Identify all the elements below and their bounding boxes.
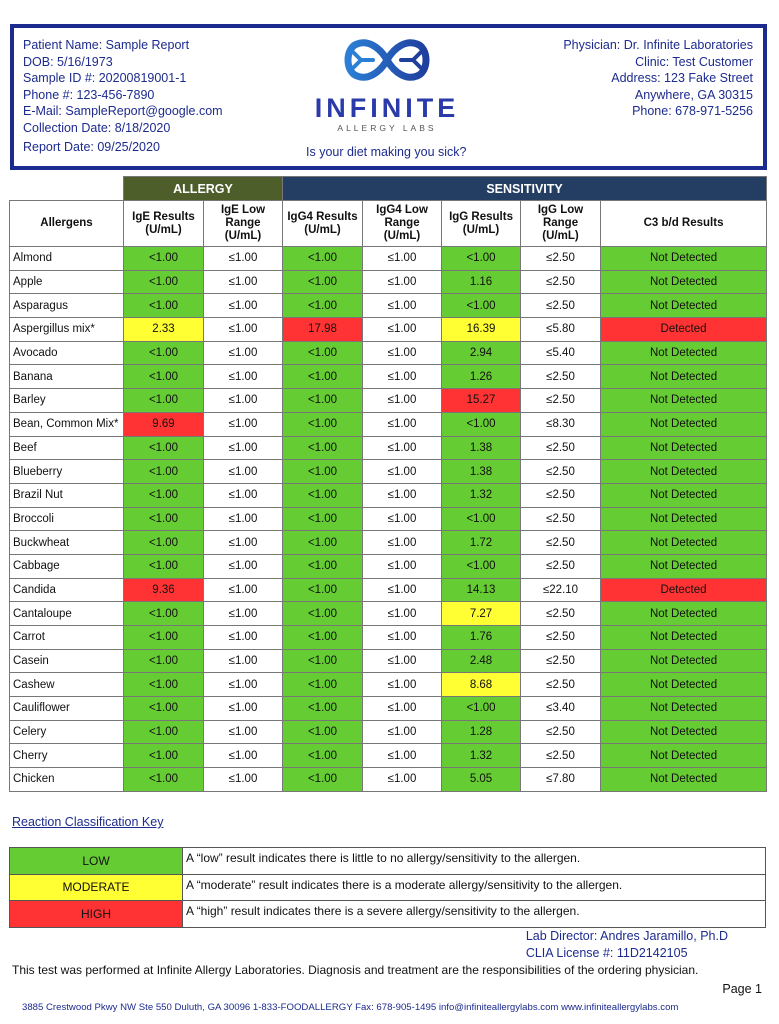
- c3-result: Not Detected: [601, 744, 767, 768]
- igg-result: 15.27: [442, 389, 521, 413]
- c3-result: Not Detected: [601, 554, 767, 578]
- igg-result: <1.00: [442, 294, 521, 318]
- igg-low-range: ≤2.50: [521, 507, 601, 531]
- igg4-low-range: ≤1.00: [363, 744, 442, 768]
- table-row: [10, 578, 767, 602]
- table-row: [10, 460, 767, 484]
- igg4-result: <1.00: [283, 294, 363, 318]
- allergen-name: Beef: [10, 436, 124, 460]
- igg4-result: <1.00: [283, 697, 363, 721]
- igg-low-range: ≤3.40: [521, 697, 601, 721]
- igg-low-range: ≤2.50: [521, 389, 601, 413]
- ige-low-range: ≤1.00: [204, 436, 283, 460]
- ige-low-range: ≤1.00: [204, 389, 283, 413]
- igg4-low-range: ≤1.00: [363, 578, 442, 602]
- allergen-name: Blueberry: [10, 460, 124, 484]
- igg-result: 2.94: [442, 341, 521, 365]
- ige-low-range: ≤1.00: [204, 697, 283, 721]
- table-row: [10, 247, 767, 271]
- igg-result: 8.68: [442, 673, 521, 697]
- igg4-low-range: ≤1.00: [363, 412, 442, 436]
- key-level: MODERATE: [10, 874, 183, 901]
- igg4-result: <1.00: [283, 460, 363, 484]
- igg4-low-range: ≤1.00: [363, 436, 442, 460]
- igg-low-range: ≤2.50: [521, 720, 601, 744]
- igg4-low-range: ≤1.00: [363, 270, 442, 294]
- igg4-result: <1.00: [283, 531, 363, 555]
- table-row: [10, 697, 767, 721]
- igg4-result: <1.00: [283, 507, 363, 531]
- allergen-name: Cantaloupe: [10, 602, 124, 626]
- igg-low-range: ≤5.40: [521, 341, 601, 365]
- c3-result: Not Detected: [601, 436, 767, 460]
- igg4-low-range: ≤1.00: [363, 389, 442, 413]
- igg4-low-range: ≤1.00: [363, 697, 442, 721]
- c3-result: Not Detected: [601, 649, 767, 673]
- allergen-name: Buckwheat: [10, 531, 124, 555]
- igg-low-range: ≤2.50: [521, 554, 601, 578]
- allergen-name: Barley: [10, 389, 124, 413]
- ige-result: 9.36: [124, 578, 204, 602]
- igg-result: <1.00: [442, 247, 521, 271]
- allergen-name: Celery: [10, 720, 124, 744]
- table-row: [10, 483, 767, 507]
- c3-result: Not Detected: [601, 507, 767, 531]
- allergen-name: Asparagus: [10, 294, 124, 318]
- clinic-address: Address: 123 Fake Street: [611, 71, 753, 85]
- igg-result: 1.72: [442, 531, 521, 555]
- allergen-name: Avocado: [10, 341, 124, 365]
- c3-result: Not Detected: [601, 697, 767, 721]
- igg-result: 1.32: [442, 483, 521, 507]
- ige-result: <1.00: [124, 697, 204, 721]
- igg-low-range: ≤2.50: [521, 744, 601, 768]
- c3-result: Not Detected: [601, 270, 767, 294]
- col-header-ige-results: IgE Results (U/mL): [124, 201, 204, 247]
- c3-result: Not Detected: [601, 768, 767, 792]
- col-header-igg-low-range: IgG Low Range (U/mL): [521, 201, 601, 247]
- sample-id: Sample ID #: 20200819001-1: [23, 71, 187, 85]
- key-description: A “moderate” result indicates there is a moderate allergy/sensitivity to the allergen.: [183, 874, 766, 901]
- ige-low-range: ≤1.00: [204, 578, 283, 602]
- ige-low-range: ≤1.00: [204, 294, 283, 318]
- ige-result: <1.00: [124, 270, 204, 294]
- table-row: [10, 602, 767, 626]
- table-row: [10, 744, 767, 768]
- table-row: [10, 270, 767, 294]
- allergen-name: Brazil Nut: [10, 483, 124, 507]
- patient-phone: Phone #: 123-456-7890: [23, 87, 155, 102]
- allergen-name: Bean, Common Mix*: [10, 412, 124, 436]
- table-row: [10, 294, 767, 318]
- ige-result: <1.00: [124, 554, 204, 578]
- ige-low-range: ≤1.00: [204, 649, 283, 673]
- igg4-low-range: ≤1.00: [363, 294, 442, 318]
- results-body: [10, 247, 767, 792]
- ige-low-range: ≤1.00: [204, 768, 283, 792]
- igg4-result: <1.00: [283, 602, 363, 626]
- key-row: [10, 901, 766, 928]
- clinic-phone: Phone: 678-971-5256: [632, 104, 753, 118]
- igg4-result: <1.00: [283, 412, 363, 436]
- clinic-city: Anywhere, GA 30315: [634, 87, 753, 102]
- c3-result: Not Detected: [601, 626, 767, 650]
- key-level: HIGH: [10, 901, 183, 928]
- ige-result: <1.00: [124, 626, 204, 650]
- igg-result: 1.32: [442, 744, 521, 768]
- igg4-result: <1.00: [283, 483, 363, 507]
- ige-low-range: ≤1.00: [204, 554, 283, 578]
- igg-low-range: ≤2.50: [521, 483, 601, 507]
- clia-license: CLIA License #: 11D2142105: [525, 945, 688, 960]
- ige-low-range: ≤1.00: [204, 412, 283, 436]
- ige-result: <1.00: [124, 768, 204, 792]
- igg4-result: 17.98: [283, 318, 363, 342]
- igg-result: 1.76: [442, 626, 521, 650]
- ige-low-range: ≤1.00: [204, 673, 283, 697]
- igg-result: 1.28: [442, 720, 521, 744]
- igg4-result: <1.00: [283, 720, 363, 744]
- igg-result: <1.00: [442, 412, 521, 436]
- allergen-name: Carrot: [10, 626, 124, 650]
- igg-result: <1.00: [442, 507, 521, 531]
- igg-low-range: ≤2.50: [521, 626, 601, 650]
- igg-low-range: ≤2.50: [521, 673, 601, 697]
- c3-result: Detected: [601, 578, 767, 602]
- igg4-low-range: ≤1.00: [363, 673, 442, 697]
- table-row: [10, 626, 767, 650]
- igg-result: 2.48: [442, 649, 521, 673]
- page-number: Page 1: [722, 982, 762, 996]
- table-row: [10, 673, 767, 697]
- c3-result: Not Detected: [601, 673, 767, 697]
- table-row: [10, 389, 767, 413]
- collection-date: Collection Date: 8/18/2020: [23, 120, 171, 135]
- col-header-igg-results: IgG Results (U/mL): [442, 201, 521, 247]
- allergen-name: Cashew: [10, 673, 124, 697]
- c3-result: Not Detected: [601, 365, 767, 389]
- table-row: [10, 365, 767, 389]
- igg4-low-range: ≤1.00: [363, 460, 442, 484]
- key-row: [10, 848, 766, 875]
- key-level: LOW: [10, 848, 183, 875]
- igg-low-range: ≤2.50: [521, 247, 601, 271]
- c3-result: Not Detected: [601, 483, 767, 507]
- igg4-result: <1.00: [283, 578, 363, 602]
- classification-key-title: Reaction Classification Key: [12, 815, 164, 829]
- igg-low-range: ≤2.50: [521, 270, 601, 294]
- igg4-result: <1.00: [283, 673, 363, 697]
- ige-result: <1.00: [124, 436, 204, 460]
- table-row: [10, 554, 767, 578]
- ige-result: <1.00: [124, 649, 204, 673]
- allergen-name: Almond: [10, 247, 124, 271]
- table-row: [10, 436, 767, 460]
- ige-low-range: ≤1.00: [204, 318, 283, 342]
- ige-result: 2.33: [124, 318, 204, 342]
- igg4-low-range: ≤1.00: [363, 768, 442, 792]
- igg-low-range: ≤2.50: [521, 294, 601, 318]
- col-header-ige-low-range: IgE Low Range (U/mL): [204, 201, 283, 247]
- ige-result: <1.00: [124, 602, 204, 626]
- c3-result: Not Detected: [601, 247, 767, 271]
- igg4-result: <1.00: [283, 270, 363, 294]
- allergen-name: Cherry: [10, 744, 124, 768]
- igg-result: <1.00: [442, 697, 521, 721]
- igg-result: 16.39: [442, 318, 521, 342]
- c3-result: Not Detected: [601, 720, 767, 744]
- physician-name: Physician: Dr. Infinite Laboratories: [563, 38, 753, 52]
- col-header-c3-results: C3 b/d Results: [601, 201, 767, 247]
- ige-low-range: ≤1.00: [204, 365, 283, 389]
- igg-low-range: ≤8.30: [521, 412, 601, 436]
- igg4-result: <1.00: [283, 554, 363, 578]
- c3-result: Not Detected: [601, 341, 767, 365]
- igg4-low-range: ≤1.00: [363, 626, 442, 650]
- c3-result: Not Detected: [601, 531, 767, 555]
- ige-low-range: ≤1.00: [204, 507, 283, 531]
- igg4-result: <1.00: [283, 365, 363, 389]
- allergen-name: Broccoli: [10, 507, 124, 531]
- classification-key-table: [9, 847, 766, 928]
- table-row: [10, 412, 767, 436]
- col-header-igg4-low-range: IgG4 Low Range (U/mL): [363, 201, 442, 247]
- patient-info: [23, 37, 223, 156]
- igg4-result: <1.00: [283, 649, 363, 673]
- col-header-allergens: Allergens: [10, 201, 124, 247]
- ige-low-range: ≤1.00: [204, 720, 283, 744]
- lab-director: Lab Director: Andres Jaramillo, Ph.D: [525, 929, 728, 943]
- ige-result: <1.00: [124, 460, 204, 484]
- ige-result: <1.00: [124, 744, 204, 768]
- igg-result: <1.00: [442, 554, 521, 578]
- group-header-sensitivity: SENSITIVITY: [283, 177, 767, 201]
- allergen-name: Apple: [10, 270, 124, 294]
- ige-result: <1.00: [124, 673, 204, 697]
- ige-low-range: ≤1.00: [204, 247, 283, 271]
- igg-result: 5.05: [442, 768, 521, 792]
- ige-low-range: ≤1.00: [204, 460, 283, 484]
- igg4-low-range: ≤1.00: [363, 720, 442, 744]
- igg4-low-range: ≤1.00: [363, 649, 442, 673]
- footer-contact: 3885 Crestwood Pkwy NW Ste 550 Duluth, GA 30096 1-833-FOODALLERGY Fax: 678-905-1495 info@infiniteallergylabs.com www.infiniteallergylabs.com: [22, 1002, 679, 1013]
- c3-result: Not Detected: [601, 389, 767, 413]
- igg-low-range: ≤2.50: [521, 531, 601, 555]
- igg4-result: <1.00: [283, 247, 363, 271]
- igg4-result: <1.00: [283, 626, 363, 650]
- report-header: [10, 24, 767, 170]
- igg-result: 14.13: [442, 578, 521, 602]
- igg-result: 1.26: [442, 365, 521, 389]
- table-row: [10, 318, 767, 342]
- ige-result: <1.00: [124, 341, 204, 365]
- igg4-low-range: ≤1.00: [363, 554, 442, 578]
- logo-wordmark: INFINITE: [314, 93, 460, 123]
- clinic-name: Clinic: Test Customer: [635, 54, 753, 69]
- c3-result: Not Detected: [601, 460, 767, 484]
- igg4-low-range: ≤1.00: [363, 318, 442, 342]
- igg4-low-range: ≤1.00: [363, 602, 442, 626]
- key-row: [10, 874, 766, 901]
- ige-low-range: ≤1.00: [204, 626, 283, 650]
- igg4-result: <1.00: [283, 436, 363, 460]
- table-row: [10, 720, 767, 744]
- table-row: [10, 768, 767, 792]
- ige-low-range: ≤1.00: [204, 602, 283, 626]
- ige-low-range: ≤1.00: [204, 270, 283, 294]
- igg-low-range: ≤5.80: [521, 318, 601, 342]
- infinite-logo: [300, 34, 474, 134]
- patient-email: E-Mail: SampleReport@google.com: [23, 104, 223, 118]
- igg4-low-range: ≤1.00: [363, 365, 442, 389]
- ige-low-range: ≤1.00: [204, 531, 283, 555]
- igg-low-range: ≤2.50: [521, 365, 601, 389]
- patient-dob: DOB: 5/16/1973: [23, 54, 113, 69]
- igg4-low-range: ≤1.00: [363, 531, 442, 555]
- table-row: [10, 341, 767, 365]
- tagline: Is your diet making you sick?: [306, 145, 467, 159]
- igg-low-range: ≤2.50: [521, 460, 601, 484]
- classification-key-body: [10, 848, 766, 928]
- igg-result: 1.38: [442, 436, 521, 460]
- ige-result: 9.69: [124, 412, 204, 436]
- results-table: [9, 176, 767, 792]
- igg4-low-range: ≤1.00: [363, 247, 442, 271]
- igg4-low-range: ≤1.00: [363, 507, 442, 531]
- igg4-low-range: ≤1.00: [363, 341, 442, 365]
- igg4-result: <1.00: [283, 341, 363, 365]
- ige-result: <1.00: [124, 294, 204, 318]
- igg-low-range: ≤2.50: [521, 602, 601, 626]
- table-row: [10, 507, 767, 531]
- ige-low-range: ≤1.00: [204, 341, 283, 365]
- c3-result: Not Detected: [601, 602, 767, 626]
- key-description: A “low” result indicates there is little to no allergy/sensitivity to the allergen.: [183, 848, 766, 875]
- table-row: [10, 649, 767, 673]
- infinity-antibody-icon: [339, 34, 435, 86]
- ige-low-range: ≤1.00: [204, 744, 283, 768]
- igg-low-range: ≤22.10: [521, 578, 601, 602]
- ige-result: <1.00: [124, 507, 204, 531]
- allergen-name: Candida: [10, 578, 124, 602]
- table-row: [10, 531, 767, 555]
- igg4-result: <1.00: [283, 768, 363, 792]
- group-header-blank: [10, 177, 124, 201]
- group-header-allergy: ALLERGY: [124, 177, 283, 201]
- key-description: A “high” result indicates there is a severe allergy/sensitivity to the allergen.: [183, 901, 766, 928]
- c3-result: Not Detected: [601, 294, 767, 318]
- ige-low-range: ≤1.00: [204, 483, 283, 507]
- igg4-result: <1.00: [283, 744, 363, 768]
- igg-result: 1.16: [442, 270, 521, 294]
- igg-result: 7.27: [442, 602, 521, 626]
- ige-result: <1.00: [124, 389, 204, 413]
- ige-result: <1.00: [124, 720, 204, 744]
- allergen-name: Banana: [10, 365, 124, 389]
- igg-result: 1.38: [442, 460, 521, 484]
- patient-name: Patient Name: Sample Report: [23, 38, 190, 52]
- igg-low-range: ≤7.80: [521, 768, 601, 792]
- ige-result: <1.00: [124, 531, 204, 555]
- allergen-name: Cauliflower: [10, 697, 124, 721]
- igg4-result: <1.00: [283, 389, 363, 413]
- report-date: Report Date: 09/25/2020: [23, 140, 160, 154]
- logo-subtitle: ALLERGY LABS: [337, 123, 437, 133]
- physician-info: [563, 37, 753, 120]
- allergen-name: Aspergillus mix*: [10, 318, 124, 342]
- lab-director-block: [526, 928, 728, 961]
- allergen-name: Chicken: [10, 768, 124, 792]
- allergen-name: Cabbage: [10, 554, 124, 578]
- ige-result: <1.00: [124, 483, 204, 507]
- ige-result: <1.00: [124, 365, 204, 389]
- c3-result: Not Detected: [601, 412, 767, 436]
- allergen-name: Casein: [10, 649, 124, 673]
- c3-result: Detected: [601, 318, 767, 342]
- col-header-igg4-results: IgG4 Results (U/mL): [283, 201, 363, 247]
- disclaimer: This test was performed at Infinite Allergy Laboratories. Diagnosis and treatment are the responsibilities of the ordering physician.: [12, 963, 699, 977]
- igg4-low-range: ≤1.00: [363, 483, 442, 507]
- ige-result: <1.00: [124, 247, 204, 271]
- igg-low-range: ≤2.50: [521, 649, 601, 673]
- igg-low-range: ≤2.50: [521, 436, 601, 460]
